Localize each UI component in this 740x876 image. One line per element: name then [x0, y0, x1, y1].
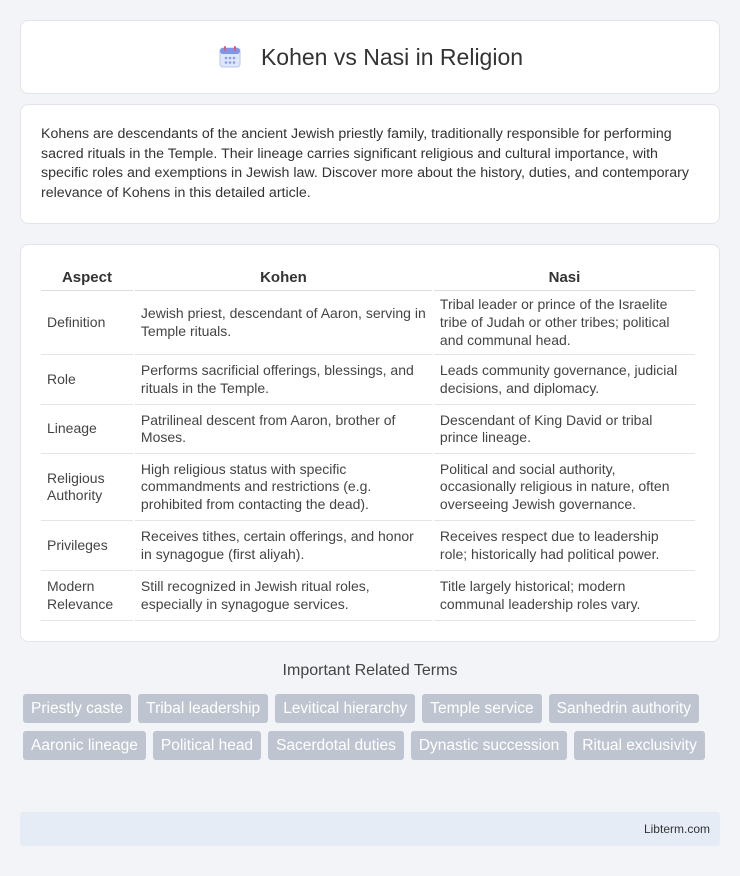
table-row	[41, 571, 695, 621]
row-aspect: Definition	[41, 291, 133, 355]
row-aspect: Privileges	[41, 521, 133, 571]
table-row	[41, 405, 695, 454]
term-tag[interactable]: Political head	[153, 731, 261, 760]
header	[217, 44, 523, 71]
calendar-icon	[217, 44, 243, 70]
row-nasi: Title largely historical; modern communal leadership roles vary.	[434, 571, 695, 621]
footer	[20, 812, 720, 846]
related-terms-list	[23, 694, 723, 760]
comparison-table-card	[20, 244, 720, 642]
row-aspect: Lineage	[41, 405, 133, 454]
intro-card	[20, 104, 720, 224]
row-kohen: Patrilineal descent from Aaron, brother of Moses.	[135, 405, 432, 454]
table-row	[41, 454, 695, 521]
row-aspect: Religious Authority	[41, 454, 133, 521]
footer-site-link[interactable]: Libterm.com	[643, 822, 710, 836]
table-header-row	[41, 265, 695, 291]
term-tag[interactable]: Dynastic succession	[411, 731, 567, 760]
term-tag[interactable]: Ritual exclusivity	[574, 731, 705, 760]
page-title: Kohen vs Nasi in Religion	[260, 43, 524, 70]
row-nasi: Tribal leader or prince of the Israelite tribe of Judah or other tribes; political and communal head.	[434, 291, 695, 355]
term-tag[interactable]: Sacerdotal duties	[268, 731, 404, 760]
row-kohen: High religious status with specific commandments and restrictions (e.g. prohibited from contacting the dead).	[135, 454, 432, 521]
header-nasi: Nasi	[434, 265, 695, 291]
row-nasi: Receives respect due to leadership role; historically had political power.	[434, 521, 695, 571]
row-nasi: Political and social authority, occasionally religious in nature, often overseeing Jewish governance.	[434, 454, 695, 521]
table-row	[41, 355, 695, 405]
row-aspect: Role	[41, 355, 133, 405]
row-aspect: Modern Relevance	[41, 571, 133, 621]
row-kohen: Performs sacrificial offerings, blessings, and rituals in the Temple.	[135, 355, 432, 405]
row-nasi: Descendant of King David or tribal prince lineage.	[434, 405, 695, 454]
term-tag[interactable]: Temple service	[422, 694, 541, 723]
related-terms-heading: Important Related Terms	[282, 662, 458, 679]
header-card	[20, 20, 720, 94]
row-nasi: Leads community governance, judicial decisions, and diplomacy.	[434, 355, 695, 405]
term-tag[interactable]: Tribal leadership	[138, 694, 268, 723]
comparison-table	[39, 265, 697, 621]
row-kohen: Still recognized in Jewish ritual roles, especially in synagogue services.	[135, 571, 432, 621]
term-tag[interactable]: Priestly caste	[23, 694, 131, 723]
term-tag[interactable]: Aaronic lineage	[23, 731, 146, 760]
row-kohen: Jewish priest, descendant of Aaron, serving in Temple rituals.	[135, 291, 432, 355]
header-kohen: Kohen	[135, 265, 432, 291]
intro-text: Kohens are descendants of the ancient Jewish priestly family, traditionally responsible for performing sacred rituals in the Temple. Their lineage carries significant religious and cultural importance, with specific roles and exemptions in Jewish law. Discover more about the history, duties, and contemporary relevance of Kohens in this detailed article.	[41, 126, 689, 201]
table-row	[41, 521, 695, 571]
term-tag[interactable]: Sanhedrin authority	[549, 694, 699, 723]
term-tag[interactable]: Levitical hierarchy	[275, 694, 415, 723]
header-aspect: Aspect	[41, 265, 133, 291]
row-kohen: Receives tithes, certain offerings, and honor in synagogue (first aliyah).	[135, 521, 432, 571]
table-row	[41, 291, 695, 355]
